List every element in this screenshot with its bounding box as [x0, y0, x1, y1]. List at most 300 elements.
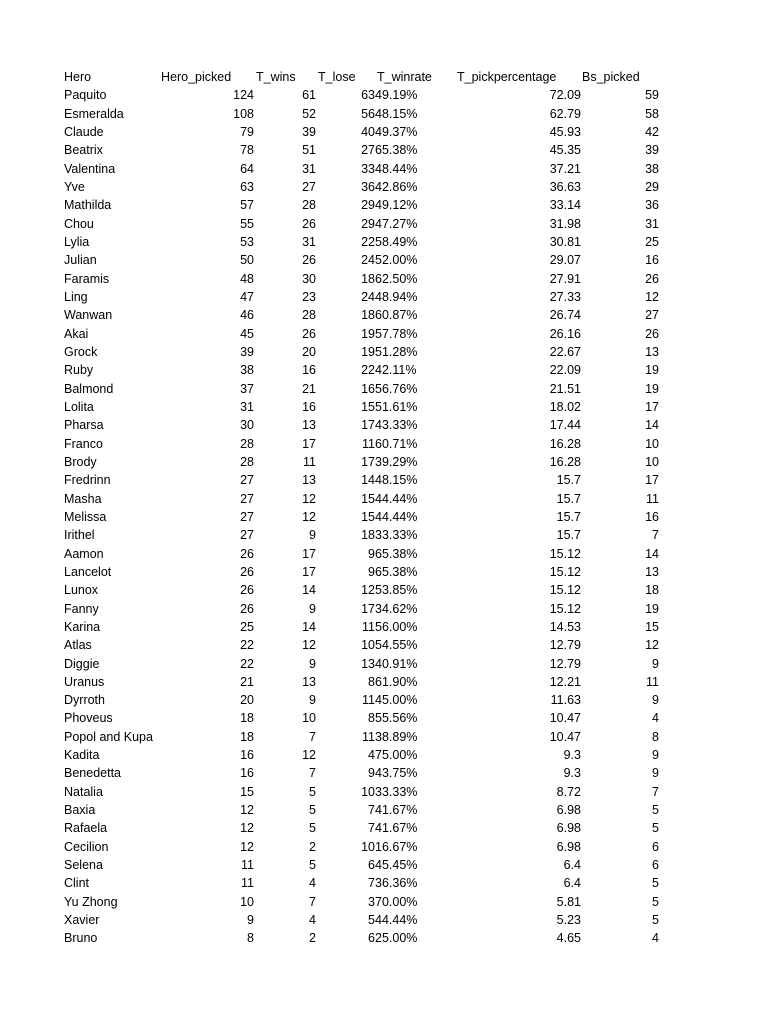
hero-picked-cell[interactable]: 15: [240, 784, 254, 799]
t-winrate-cell[interactable]: 44.44%: [375, 913, 418, 928]
hero-cell[interactable]: Benedetta: [64, 766, 121, 781]
t-pickpercentage-cell[interactable]: 6.4: [563, 858, 581, 873]
t-lose-cell[interactable]: 8: [368, 674, 375, 689]
bs-picked-cell[interactable]: 5: [652, 913, 659, 928]
t-lose-cell[interactable]: 6: [368, 858, 375, 873]
t-winrate-cell[interactable]: 52.00%: [375, 253, 418, 268]
t-pickpercentage-cell[interactable]: 10.47: [549, 711, 581, 726]
hero-picked-cell[interactable]: 11: [241, 858, 254, 873]
hero-picked-cell[interactable]: 8: [247, 931, 254, 946]
t-winrate-cell[interactable]: 61.90%: [375, 674, 418, 689]
hero-cell[interactable]: Bruno: [64, 931, 98, 946]
hero-cell[interactable]: Balmond: [64, 381, 114, 396]
t-winrate-cell[interactable]: 42.86%: [375, 179, 418, 194]
t-wins-cell[interactable]: 5: [309, 803, 316, 818]
header-hero[interactable]: Hero: [64, 70, 92, 84]
t-winrate-cell[interactable]: 65.38%: [375, 546, 418, 561]
hero-picked-cell[interactable]: 22: [240, 638, 254, 653]
bs-picked-cell[interactable]: 5: [652, 894, 659, 909]
t-winrate-cell[interactable]: 43.75%: [375, 766, 418, 781]
t-winrate-cell[interactable]: 49.37%: [375, 124, 418, 139]
hero-picked-cell[interactable]: 57: [240, 198, 254, 213]
t-winrate-cell[interactable]: 65.38%: [375, 564, 418, 579]
t-lose-cell[interactable]: 19: [361, 344, 375, 359]
t-lose-cell[interactable]: 15: [361, 399, 375, 414]
t-winrate-cell[interactable]: 33.33%: [375, 784, 418, 799]
t-pickpercentage-cell[interactable]: 15.12: [549, 601, 581, 616]
t-lose-cell[interactable]: 40: [361, 124, 375, 139]
t-pickpercentage-cell[interactable]: 12.79: [549, 656, 581, 671]
hero-picked-cell[interactable]: 37: [240, 381, 254, 396]
bs-picked-cell[interactable]: 9: [652, 766, 659, 781]
t-lose-cell[interactable]: 17: [361, 454, 375, 469]
hero-cell[interactable]: Claude: [64, 124, 104, 139]
bs-picked-cell[interactable]: 38: [645, 161, 659, 176]
t-winrate-cell[interactable]: 42.11%: [375, 363, 417, 378]
t-lose-cell[interactable]: 17: [361, 418, 375, 433]
t-lose-cell[interactable]: 15: [361, 491, 375, 506]
t-pickpercentage-cell[interactable]: 12.21: [549, 674, 581, 689]
t-lose-cell[interactable]: 18: [361, 308, 375, 323]
t-pickpercentage-cell[interactable]: 14.53: [549, 619, 581, 634]
t-winrate-cell[interactable]: 39.29%: [375, 454, 418, 469]
hero-picked-cell[interactable]: 27: [240, 473, 254, 488]
hero-picked-cell[interactable]: 28: [240, 436, 254, 451]
hero-cell[interactable]: Irithel: [64, 528, 95, 543]
t-wins-cell[interactable]: 14: [302, 583, 316, 598]
t-pickpercentage-cell[interactable]: 36.63: [549, 179, 581, 194]
hero-picked-cell[interactable]: 12: [240, 839, 254, 854]
t-wins-cell[interactable]: 61: [302, 88, 316, 103]
hero-picked-cell[interactable]: 108: [233, 106, 254, 121]
t-winrate-cell[interactable]: 49.19%: [375, 88, 418, 103]
t-pickpercentage-cell[interactable]: 8.72: [556, 784, 581, 799]
t-winrate-cell[interactable]: 44.44%: [375, 509, 418, 524]
t-winrate-cell[interactable]: 65.38%: [375, 143, 418, 158]
t-lose-cell[interactable]: 29: [361, 216, 375, 231]
bs-picked-cell[interactable]: 10: [645, 454, 659, 469]
t-pickpercentage-cell[interactable]: 22.09: [549, 363, 581, 378]
t-wins-cell[interactable]: 5: [309, 858, 316, 873]
t-wins-cell[interactable]: 27: [302, 179, 316, 194]
t-wins-cell[interactable]: 12: [302, 638, 316, 653]
hero-picked-cell[interactable]: 28: [240, 454, 254, 469]
bs-picked-cell[interactable]: 11: [646, 491, 659, 506]
t-wins-cell[interactable]: 5: [309, 784, 316, 799]
bs-picked-cell[interactable]: 6: [652, 839, 659, 854]
bs-picked-cell[interactable]: 26: [645, 271, 659, 286]
hero-cell[interactable]: Fredrinn: [64, 473, 111, 488]
t-lose-cell[interactable]: 7: [368, 821, 375, 836]
t-pickpercentage-cell[interactable]: 15.7: [556, 509, 581, 524]
bs-picked-cell[interactable]: 13: [645, 344, 659, 359]
t-lose-cell[interactable]: 4: [368, 748, 375, 763]
t-pickpercentage-cell[interactable]: 16.28: [549, 454, 581, 469]
t-lose-cell[interactable]: 9: [368, 546, 375, 561]
hero-cell[interactable]: Melissa: [64, 509, 107, 524]
bs-picked-cell[interactable]: 9: [652, 693, 659, 708]
hero-cell[interactable]: Baxia: [64, 803, 96, 818]
bs-picked-cell[interactable]: 7: [652, 784, 659, 799]
t-lose-cell[interactable]: 13: [361, 656, 375, 671]
t-pickpercentage-cell[interactable]: 17.44: [549, 418, 581, 433]
bs-picked-cell[interactable]: 25: [645, 234, 659, 249]
t-winrate-cell[interactable]: 56.76%: [375, 381, 418, 396]
bs-picked-cell[interactable]: 12: [645, 289, 659, 304]
bs-picked-cell[interactable]: 5: [652, 821, 659, 836]
hero-cell[interactable]: Beatrix: [64, 143, 103, 158]
t-lose-cell[interactable]: 5: [368, 913, 375, 928]
t-lose-cell[interactable]: 6: [368, 931, 375, 946]
t-wins-cell[interactable]: 2: [309, 931, 316, 946]
t-winrate-cell[interactable]: 53.85%: [375, 583, 418, 598]
t-lose-cell[interactable]: 10: [361, 839, 375, 854]
t-wins-cell[interactable]: 4: [309, 913, 316, 928]
hero-cell[interactable]: Ruby: [64, 363, 94, 378]
t-wins-cell[interactable]: 28: [302, 198, 316, 213]
t-lose-cell[interactable]: 7: [368, 803, 375, 818]
t-pickpercentage-cell[interactable]: 33.14: [549, 198, 581, 213]
t-winrate-cell[interactable]: 55.56%: [375, 711, 418, 726]
hero-picked-cell[interactable]: 50: [240, 253, 254, 268]
t-pickpercentage-cell[interactable]: 18.02: [549, 399, 581, 414]
bs-picked-cell[interactable]: 59: [645, 88, 659, 103]
t-pickpercentage-cell[interactable]: 29.07: [549, 253, 581, 268]
t-lose-cell[interactable]: 16: [361, 381, 375, 396]
t-wins-cell[interactable]: 17: [302, 564, 316, 579]
t-winrate-cell[interactable]: 54.55%: [375, 638, 418, 653]
t-pickpercentage-cell[interactable]: 45.93: [549, 124, 581, 139]
hero-picked-cell[interactable]: 12: [240, 821, 254, 836]
bs-picked-cell[interactable]: 10: [645, 436, 659, 451]
t-winrate-cell[interactable]: 51.28%: [375, 344, 418, 359]
t-lose-cell[interactable]: 33: [361, 161, 375, 176]
t-wins-cell[interactable]: 7: [309, 729, 316, 744]
t-lose-cell[interactable]: 29: [361, 198, 375, 213]
hero-picked-cell[interactable]: 9: [247, 913, 254, 928]
t-wins-cell[interactable]: 13: [302, 473, 316, 488]
t-pickpercentage-cell[interactable]: 15.7: [556, 528, 581, 543]
t-pickpercentage-cell[interactable]: 5.23: [556, 913, 581, 928]
t-lose-cell[interactable]: 10: [361, 638, 375, 653]
t-pickpercentage-cell[interactable]: 26.74: [549, 308, 581, 323]
hero-picked-cell[interactable]: 47: [240, 289, 254, 304]
t-wins-cell[interactable]: 14: [302, 619, 316, 634]
hero-cell[interactable]: Aamon: [64, 546, 104, 561]
t-winrate-cell[interactable]: 36.36%: [375, 876, 418, 891]
hero-cell[interactable]: Lylia: [64, 234, 90, 249]
t-wins-cell[interactable]: 5: [309, 821, 316, 836]
t-wins-cell[interactable]: 21: [302, 381, 316, 396]
bs-picked-cell[interactable]: 13: [645, 564, 659, 579]
t-pickpercentage-cell[interactable]: 9.3: [563, 748, 581, 763]
hero-picked-cell[interactable]: 63: [240, 179, 254, 194]
t-wins-cell[interactable]: 11: [303, 454, 316, 469]
hero-picked-cell[interactable]: 16: [240, 748, 254, 763]
t-winrate-cell[interactable]: 48.94%: [375, 289, 418, 304]
bs-picked-cell[interactable]: 29: [645, 179, 659, 194]
hero-picked-cell[interactable]: 79: [240, 124, 254, 139]
hero-cell[interactable]: Akai: [64, 326, 89, 341]
t-pickpercentage-cell[interactable]: 22.67: [549, 344, 581, 359]
hero-picked-cell[interactable]: 25: [240, 619, 254, 634]
bs-picked-cell[interactable]: 42: [645, 124, 659, 139]
t-winrate-cell[interactable]: 57.78%: [375, 326, 418, 341]
t-pickpercentage-cell[interactable]: 72.09: [549, 88, 581, 103]
t-winrate-cell[interactable]: 43.33%: [375, 418, 418, 433]
hero-cell[interactable]: Clint: [64, 876, 90, 891]
header-t-pickpercentage[interactable]: T_pickpercentage: [457, 70, 557, 84]
hero-picked-cell[interactable]: 22: [240, 656, 254, 671]
t-wins-cell[interactable]: 12: [302, 509, 316, 524]
hero-cell[interactable]: Xavier: [64, 913, 100, 928]
t-wins-cell[interactable]: 13: [302, 674, 316, 689]
t-wins-cell[interactable]: 52: [302, 106, 316, 121]
t-lose-cell[interactable]: 11: [362, 693, 375, 708]
hero-picked-cell[interactable]: 53: [240, 234, 254, 249]
t-wins-cell[interactable]: 7: [309, 894, 316, 909]
t-wins-cell[interactable]: 26: [302, 253, 316, 268]
t-wins-cell[interactable]: 7: [309, 766, 316, 781]
hero-cell[interactable]: Grock: [64, 344, 98, 359]
t-lose-cell[interactable]: 19: [361, 326, 375, 341]
t-pickpercentage-cell[interactable]: 10.47: [549, 729, 581, 744]
hero-cell[interactable]: Atlas: [64, 638, 92, 653]
hero-picked-cell[interactable]: 21: [240, 674, 254, 689]
t-wins-cell[interactable]: 23: [302, 289, 316, 304]
t-pickpercentage-cell[interactable]: 62.79: [549, 106, 581, 121]
t-wins-cell[interactable]: 31: [302, 161, 316, 176]
bs-picked-cell[interactable]: 4: [652, 711, 659, 726]
t-wins-cell[interactable]: 28: [302, 308, 316, 323]
hero-cell[interactable]: Yu Zhong: [64, 894, 118, 909]
hero-cell[interactable]: Julian: [64, 253, 97, 268]
t-pickpercentage-cell[interactable]: 21.51: [549, 381, 581, 396]
t-lose-cell[interactable]: 11: [362, 436, 375, 451]
t-lose-cell[interactable]: 63: [361, 88, 375, 103]
t-wins-cell[interactable]: 39: [302, 124, 316, 139]
t-wins-cell[interactable]: 30: [302, 271, 316, 286]
bs-picked-cell[interactable]: 39: [645, 143, 659, 158]
hero-picked-cell[interactable]: 124: [233, 88, 254, 103]
t-lose-cell[interactable]: 12: [361, 583, 375, 598]
t-winrate-cell[interactable]: 44.44%: [375, 491, 418, 506]
hero-cell[interactable]: Lolita: [64, 399, 94, 414]
hero-picked-cell[interactable]: 31: [240, 399, 254, 414]
t-winrate-cell[interactable]: 60.87%: [375, 308, 418, 323]
hero-picked-cell[interactable]: 48: [240, 271, 254, 286]
hero-picked-cell[interactable]: 27: [240, 528, 254, 543]
bs-picked-cell[interactable]: 36: [645, 198, 659, 213]
t-lose-cell[interactable]: 14: [361, 473, 375, 488]
hero-picked-cell[interactable]: 30: [240, 418, 254, 433]
t-winrate-cell[interactable]: 48.15%: [375, 473, 418, 488]
t-pickpercentage-cell[interactable]: 27.91: [549, 271, 581, 286]
t-wins-cell[interactable]: 9: [309, 528, 316, 543]
t-winrate-cell[interactable]: 47.27%: [375, 216, 418, 231]
t-lose-cell[interactable]: 10: [361, 784, 375, 799]
hero-cell[interactable]: Lunox: [64, 583, 99, 598]
header-bs-picked[interactable]: Bs_picked: [582, 70, 640, 84]
bs-picked-cell[interactable]: 19: [645, 381, 659, 396]
t-lose-cell[interactable]: 24: [361, 253, 375, 268]
t-lose-cell[interactable]: 3: [368, 894, 375, 909]
hero-cell[interactable]: Pharsa: [64, 418, 104, 433]
bs-picked-cell[interactable]: 27: [645, 308, 659, 323]
t-wins-cell[interactable]: 26: [302, 216, 316, 231]
hero-cell[interactable]: Yve: [64, 179, 85, 194]
t-pickpercentage-cell[interactable]: 15.12: [549, 546, 581, 561]
hero-cell[interactable]: Diggie: [64, 656, 100, 671]
bs-picked-cell[interactable]: 14: [645, 418, 659, 433]
t-winrate-cell[interactable]: 70.00%: [375, 894, 418, 909]
t-winrate-cell[interactable]: 16.67%: [375, 839, 418, 854]
hero-picked-cell[interactable]: 16: [240, 766, 254, 781]
t-pickpercentage-cell[interactable]: 15.7: [556, 473, 581, 488]
hero-picked-cell[interactable]: 46: [240, 308, 254, 323]
t-pickpercentage-cell[interactable]: 6.98: [556, 839, 581, 854]
hero-cell[interactable]: Franco: [64, 436, 103, 451]
t-wins-cell[interactable]: 9: [309, 693, 316, 708]
hero-cell[interactable]: Masha: [64, 491, 102, 506]
t-lose-cell[interactable]: 36: [361, 179, 375, 194]
t-winrate-cell[interactable]: 62.50%: [375, 271, 418, 286]
hero-picked-cell[interactable]: 27: [240, 509, 254, 524]
t-pickpercentage-cell[interactable]: 12.79: [549, 638, 581, 653]
t-wins-cell[interactable]: 26: [302, 326, 316, 341]
t-wins-cell[interactable]: 9: [309, 601, 316, 616]
t-pickpercentage-cell[interactable]: 6.4: [563, 876, 581, 891]
t-wins-cell[interactable]: 13: [302, 418, 316, 433]
t-wins-cell[interactable]: 12: [302, 748, 316, 763]
hero-picked-cell[interactable]: 20: [240, 693, 254, 708]
hero-picked-cell[interactable]: 26: [240, 564, 254, 579]
t-winrate-cell[interactable]: 60.71%: [375, 436, 418, 451]
bs-picked-cell[interactable]: 14: [645, 546, 659, 561]
t-pickpercentage-cell[interactable]: 4.65: [556, 931, 581, 946]
t-lose-cell[interactable]: 22: [361, 234, 375, 249]
t-winrate-cell[interactable]: 56.00%: [375, 619, 418, 634]
header-t-wins[interactable]: T_wins: [256, 70, 296, 84]
hero-cell[interactable]: Ling: [64, 289, 88, 304]
t-wins-cell[interactable]: 31: [302, 234, 316, 249]
t-pickpercentage-cell[interactable]: 5.81: [556, 894, 581, 909]
hero-picked-cell[interactable]: 38: [240, 363, 254, 378]
hero-cell[interactable]: Phoveus: [64, 711, 113, 726]
bs-picked-cell[interactable]: 11: [646, 674, 659, 689]
t-winrate-cell[interactable]: 40.91%: [375, 656, 418, 671]
hero-cell[interactable]: Brody: [64, 454, 97, 469]
hero-cell[interactable]: Valentina: [64, 161, 116, 176]
hero-picked-cell[interactable]: 27: [240, 491, 254, 506]
hero-picked-cell[interactable]: 26: [240, 546, 254, 561]
t-winrate-cell[interactable]: 25.00%: [375, 931, 418, 946]
bs-picked-cell[interactable]: 19: [645, 601, 659, 616]
hero-picked-cell[interactable]: 64: [240, 161, 254, 176]
t-lose-cell[interactable]: 18: [361, 271, 375, 286]
bs-picked-cell[interactable]: 4: [652, 931, 659, 946]
bs-picked-cell[interactable]: 7: [652, 528, 659, 543]
bs-picked-cell[interactable]: 18: [645, 583, 659, 598]
hero-cell[interactable]: Faramis: [64, 271, 110, 286]
hero-picked-cell[interactable]: 10: [240, 894, 254, 909]
t-wins-cell[interactable]: 2: [309, 839, 316, 854]
t-lose-cell[interactable]: 9: [368, 564, 375, 579]
t-lose-cell[interactable]: 24: [361, 289, 375, 304]
hero-cell[interactable]: Paquito: [64, 88, 107, 103]
t-wins-cell[interactable]: 16: [302, 363, 316, 378]
t-wins-cell[interactable]: 51: [302, 143, 316, 158]
t-wins-cell[interactable]: 17: [302, 546, 316, 561]
t-wins-cell[interactable]: 20: [302, 344, 316, 359]
t-winrate-cell[interactable]: 38.89%: [375, 729, 418, 744]
hero-cell[interactable]: Rafaela: [64, 821, 108, 836]
bs-picked-cell[interactable]: 6: [652, 858, 659, 873]
hero-cell[interactable]: Natalia: [64, 784, 103, 799]
t-pickpercentage-cell[interactable]: 15.12: [549, 583, 581, 598]
hero-picked-cell[interactable]: 12: [240, 803, 254, 818]
hero-cell[interactable]: Chou: [64, 216, 94, 231]
hero-cell[interactable]: Kadita: [64, 748, 100, 763]
hero-picked-cell[interactable]: 55: [240, 216, 254, 231]
t-wins-cell[interactable]: 4: [309, 876, 316, 891]
hero-cell[interactable]: Selena: [64, 858, 103, 873]
hero-picked-cell[interactable]: 26: [240, 583, 254, 598]
hero-cell[interactable]: Karina: [64, 619, 101, 634]
t-wins-cell[interactable]: 12: [302, 491, 316, 506]
hero-picked-cell[interactable]: 39: [240, 344, 254, 359]
bs-picked-cell[interactable]: 16: [645, 253, 659, 268]
bs-picked-cell[interactable]: 5: [652, 876, 659, 891]
header-t-lose[interactable]: T_lose: [318, 70, 356, 84]
bs-picked-cell[interactable]: 58: [645, 106, 659, 121]
t-lose-cell[interactable]: 11: [362, 729, 375, 744]
t-lose-cell[interactable]: 9: [368, 766, 375, 781]
t-lose-cell[interactable]: 17: [361, 601, 375, 616]
hero-cell[interactable]: Lancelot: [64, 564, 112, 579]
t-pickpercentage-cell[interactable]: 27.33: [549, 289, 581, 304]
bs-picked-cell[interactable]: 17: [645, 399, 659, 414]
hero-cell[interactable]: Popol and Kupa: [64, 729, 153, 744]
t-winrate-cell[interactable]: 34.62%: [375, 601, 418, 616]
t-pickpercentage-cell[interactable]: 6.98: [556, 821, 581, 836]
t-lose-cell[interactable]: 18: [361, 528, 375, 543]
t-winrate-cell[interactable]: 51.61%: [375, 399, 418, 414]
hero-cell[interactable]: Wanwan: [64, 308, 113, 323]
bs-picked-cell[interactable]: 26: [645, 326, 659, 341]
hero-picked-cell[interactable]: 18: [240, 711, 254, 726]
bs-picked-cell[interactable]: 5: [652, 803, 659, 818]
t-wins-cell[interactable]: 16: [302, 399, 316, 414]
t-winrate-cell[interactable]: 75.00%: [375, 748, 418, 763]
t-winrate-cell[interactable]: 48.44%: [375, 161, 418, 176]
t-winrate-cell[interactable]: 49.12%: [375, 198, 418, 213]
t-pickpercentage-cell[interactable]: 15.12: [549, 564, 581, 579]
hero-picked-cell[interactable]: 18: [240, 729, 254, 744]
hero-cell[interactable]: Esmeralda: [64, 106, 124, 121]
hero-cell[interactable]: Dyrroth: [64, 693, 105, 708]
t-lose-cell[interactable]: 8: [368, 711, 375, 726]
bs-picked-cell[interactable]: 31: [645, 216, 659, 231]
t-pickpercentage-cell[interactable]: 37.21: [549, 161, 581, 176]
bs-picked-cell[interactable]: 9: [652, 748, 659, 763]
bs-picked-cell[interactable]: 15: [645, 619, 659, 634]
hero-cell[interactable]: Cecilion: [64, 839, 109, 854]
t-pickpercentage-cell[interactable]: 11.63: [550, 693, 581, 708]
bs-picked-cell[interactable]: 17: [645, 473, 659, 488]
t-pickpercentage-cell[interactable]: 45.35: [549, 143, 581, 158]
t-wins-cell[interactable]: 9: [309, 656, 316, 671]
